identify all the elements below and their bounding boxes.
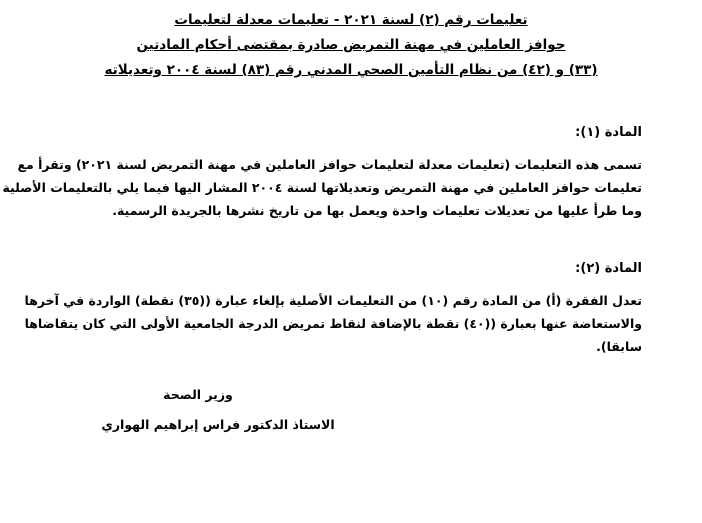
header-title-line-3: (٣٣) و (٤٢) من نظام التأمين الصحي المدني رقم (٨٣) لسنة ٢٠٠٤ وتعديلاته: [104, 62, 598, 78]
header-title-line-2: حوافز العاملين في مهنة التمريض صادرة بمقتضى أحكام المادتين: [136, 37, 566, 53]
article-2: [24, 257, 642, 358]
article-2-title: المادة (٢):: [575, 261, 642, 276]
signature-block: [78, 383, 358, 437]
article-1-title: المادة (١):: [575, 125, 642, 140]
article-1: [2, 121, 642, 222]
article-1-body: [2, 153, 642, 222]
header-title-line-1: تعليمات رقم (٢) لسنة ٢٠٢١ - تعليمات معدلة لتعليمات: [174, 12, 528, 28]
document-header: [0, 8, 702, 83]
article-2-body: [24, 289, 642, 358]
article-1-line-3: وما طرأ عليها من تعديلات تعليمات واحدة ويعمل بها من تاريخ نشرها بالجريدة الرسمية.: [112, 203, 642, 218]
article-1-line-2: تعليمات حوافز العاملين في مهنة التمريض وتعديلاتها لسنة ٢٠٠٤ المشار اليها فيما يلي بالتعليمات الأصلية: [2, 180, 642, 195]
minister-name: الاستاذ الدكتور فراس إبراهيم الهواري: [101, 417, 335, 432]
minister-title: وزير الصحة: [163, 387, 233, 402]
article-2-line-3: سابقا).: [596, 339, 642, 354]
article-2-line-2: والاستعاضة عنها بعبارة ((٤٠) نقطة بالإضافة لنقاط تمريض الدرجة الجامعية الأولى التي كان يتقاضاها: [24, 316, 642, 331]
article-2-line-1: تعدل الفقرة (أ) من المادة رقم (١٠) من التعليمات الأصلية بإلغاء عبارة ((٣٥) نقطة) الواردة في آخرها: [24, 293, 642, 308]
article-1-line-1: تسمى هذه التعليمات (تعليمات معدلة لتعليمات حوافز العاملين في مهنة التمريض لسنة ٢٠٢١) وتقرأ مع: [17, 157, 642, 172]
